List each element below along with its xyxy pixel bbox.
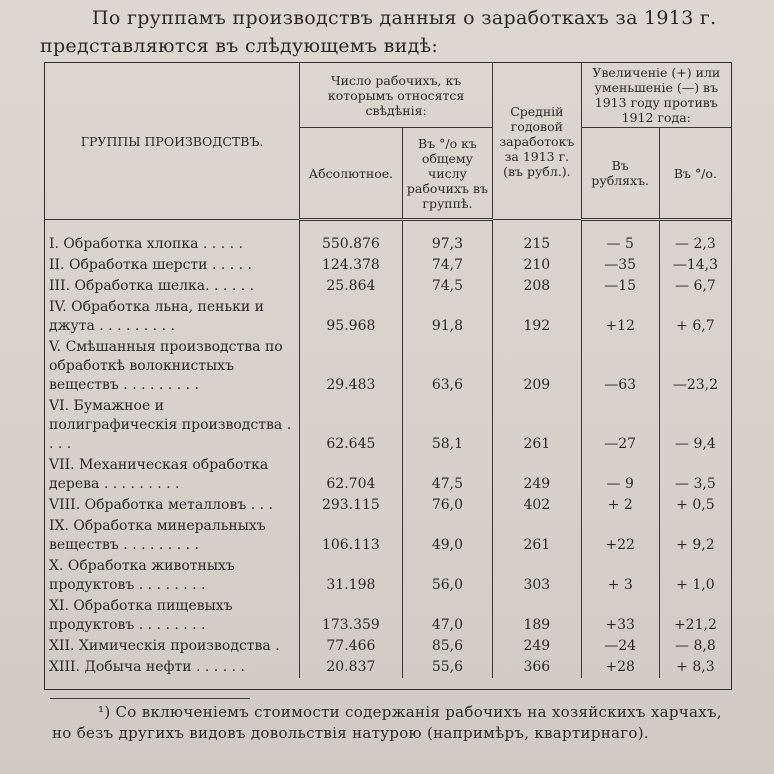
table-cell-group: VII. Механическая обработка дерева . . . . . . . . . [45,455,300,495]
table-cell-group: VI. Бумажное и полиграфическія производства . . . . [45,396,300,455]
table-cell-wage: 402 [493,495,581,516]
table-cell-rubles: —35 [581,255,659,276]
table-cell-wage: 189 [493,596,581,636]
table-cell-pct-change: +21,2 [659,596,731,636]
table-row [45,495,732,516]
table-cell-percent: 74,5 [402,276,492,297]
table-row [45,297,732,337]
table-cell-absolute: 77.466 [300,636,403,657]
table-cell-absolute: 29.483 [300,337,403,396]
wages-table [44,62,732,678]
table-cell-percent: 91,8 [402,297,492,337]
table-cell-group: XI. Обработка пищевыхъ продуктовъ . . . . . . . . [45,596,300,636]
table-row [45,657,732,678]
table-cell-group: I. Обработка хлопка . . . . . [45,220,300,256]
header-workers: Число рабочихъ, къ которымъ относятся свѣдѣнія: [300,63,493,128]
table-cell-percent: 85,6 [402,636,492,657]
table-cell-percent: 63,6 [402,337,492,396]
table-cell-rubles: —63 [581,337,659,396]
table-cell-pct-change: + 6,7 [659,297,731,337]
table-row [45,455,732,495]
table-cell-percent: 49,0 [402,516,492,556]
table-row [45,337,732,396]
table-row [45,516,732,556]
table-cell-pct-change: — 3,5 [659,455,731,495]
table-cell-wage: 249 [493,636,581,657]
header-change: Увеличеніе (+) или уменьшеніе (—) въ 1913 году противъ 1912 года: [581,63,731,128]
table-cell-absolute: 95.968 [300,297,403,337]
table-cell-group: III. Обработка шелка. . . . . . [45,276,300,297]
table-cell-absolute: 62.704 [300,455,403,495]
table-cell-rubles: —27 [581,396,659,455]
table-cell-absolute: 106.113 [300,516,403,556]
table-cell-wage: 209 [493,337,581,396]
table-cell-wage: 261 [493,516,581,556]
table-cell-rubles: —24 [581,636,659,657]
intro-line-2: представляются въ слѣдующемъ видѣ: [40,35,439,57]
intro-text [40,4,760,60]
table-cell-wage: 249 [493,455,581,495]
table-cell-group: X. Обработка животныхъ продуктовъ . . . . . . . . [45,556,300,596]
table-cell-pct-change: — 6,7 [659,276,731,297]
footnote-line-1: ¹) Со включеніемъ стоимости содержанія рабочихъ на хозяйскихъ харчахъ, [98,703,722,721]
table-cell-absolute: 124.378 [300,255,403,276]
table-cell-pct-change: — 9,4 [659,396,731,455]
table-cell-pct-change: + 8,3 [659,657,731,678]
table-cell-group: V. Смѣшанныя производства по обработкѣ волокнистыхъ веществъ . . . . . . . . . [45,337,300,396]
table-row [45,636,732,657]
table-cell-percent: 76,0 [402,495,492,516]
table-cell-rubles: — 9 [581,455,659,495]
table-body [45,220,732,679]
table-cell-pct-change: + 0,5 [659,495,731,516]
table-cell-percent: 58,1 [402,396,492,455]
table-row [45,556,732,596]
table-cell-wage: 210 [493,255,581,276]
table-cell-pct-change: — 2,3 [659,220,731,256]
table-row [45,220,732,256]
header-absolute: Абсолютное. [300,128,403,220]
table-cell-rubles: + 3 [581,556,659,596]
footnote [52,702,752,744]
header-wage: Средній годовой заработокъ за 1913 г. (въ рубл.). [493,63,581,220]
table-cell-rubles: + 2 [581,495,659,516]
table-cell-group: II. Обработка шерсти . . . . . [45,255,300,276]
table-cell-pct-change: + 1,0 [659,556,731,596]
table-cell-wage: 261 [493,396,581,455]
table-cell-percent: 47,5 [402,455,492,495]
table-cell-pct-change: + 9,2 [659,516,731,556]
header-pct-change: Въ °/о. [659,128,731,220]
footnote-rule [50,698,250,699]
table-cell-pct-change: — 8,8 [659,636,731,657]
table-cell-absolute: 173.359 [300,596,403,636]
table-cell-group: VIII. Обработка металловъ . . . [45,495,300,516]
table-row [45,276,732,297]
table-cell-rubles: +33 [581,596,659,636]
table-cell-rubles: +12 [581,297,659,337]
table-cell-percent: 47,0 [402,596,492,636]
table-cell-rubles: —15 [581,276,659,297]
header-percent: Въ °/о къ общему числу рабочихъ въ группѣ. [402,128,492,220]
table-cell-wage: 303 [493,556,581,596]
table-cell-pct-change: —23,2 [659,337,731,396]
table-cell-absolute: 62.645 [300,396,403,455]
table-cell-percent: 55,6 [402,657,492,678]
intro-line-1: По группамъ производствъ данныя о заработкахъ за 1913 г. [92,7,717,29]
header-rubles: Въ рубляхъ. [581,128,659,220]
header-groups: ГРУППЫ ПРОИЗВОДСТВЪ. [45,63,300,220]
table-cell-wage: 208 [493,276,581,297]
table-cell-percent: 97,3 [402,220,492,256]
table-cell-rubles: +22 [581,516,659,556]
table-cell-absolute: 25.864 [300,276,403,297]
table-cell-absolute: 20.837 [300,657,403,678]
table-cell-group: IX. Обработка минеральныхъ веществъ . . . . . . . . . [45,516,300,556]
table-row [45,255,732,276]
table-cell-wage: 366 [493,657,581,678]
table-cell-percent: 74,7 [402,255,492,276]
table-cell-absolute: 550.876 [300,220,403,256]
footnote-line-2: но безъ другихъ видовъ довольствія натурою (напримѣръ, квартирнаго). [52,724,649,742]
table-row [45,596,732,636]
table-cell-rubles: +28 [581,657,659,678]
table-cell-absolute: 31.198 [300,556,403,596]
table-row [45,396,732,455]
table-cell-group: XII. Химическія производства . [45,636,300,657]
table-cell-percent: 56,0 [402,556,492,596]
table-cell-group: XIII. Добыча нефти . . . . . . [45,657,300,678]
table-cell-pct-change: —14,3 [659,255,731,276]
table-cell-absolute: 293.115 [300,495,403,516]
table-cell-wage: 215 [493,220,581,256]
table-cell-group: IV. Обработка льна, пеньки и джута . . . . . . . . . [45,297,300,337]
table-cell-rubles: — 5 [581,220,659,256]
table-cell-wage: 192 [493,297,581,337]
